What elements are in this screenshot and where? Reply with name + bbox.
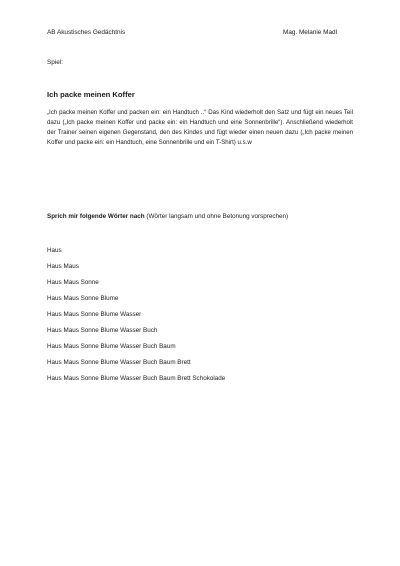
header-author: Mag. Melanie Madl [283,29,337,36]
word-line: Haus Maus Sonne Blume Wasser Buch Baum Brett [47,359,191,366]
word-line: Haus Maus Sonne Blume [47,295,119,302]
word-line: Haus [47,247,62,254]
instruction [47,213,288,220]
instruction-note: (Wörter langsam und ohne Betonung vorsprechen) [144,213,289,220]
word-line: Haus Maus Sonne Blume Wasser Buch Baum Brett Schokolade [47,375,226,382]
instruction-bold: Sprich mir folgende Wörter nach [47,213,145,220]
game-title: Ich packe meinen Koffer [47,90,135,99]
word-line: Haus Maus Sonne [47,279,99,286]
word-line: Haus Maus Sonne Blume Wasser Buch [47,327,158,334]
word-line: Haus Maus Sonne Blume Wasser Buch Baum [47,343,176,350]
spiel-label: Spiel: [47,59,63,66]
header-title: AB Akustisches Gedächtnis [47,29,126,36]
game-description: „Ich packe meinen Koffer und packen ein: ein Handtuch ..“ Das Kind wiederholt den Satz und fügt ein neues Teil dazu („Ich packe meinen Koffer und packe ein: ein Handtuch und eine Sonnenbrille“). Anschließend wiederholt der Trainer seinen eigenen Gegenstand, den des Kindes und fügt wieder einen neuen dazu („Ich packe meinen Koffer und packe ein: ein Handtuch, eine Sonnenbrille und ein T-Shirt) u.s.w [47,109,353,146]
word-line: Haus Maus Sonne Blume Wasser [47,311,142,318]
word-line: Haus Maus [47,263,79,270]
word-list [47,246,225,390]
